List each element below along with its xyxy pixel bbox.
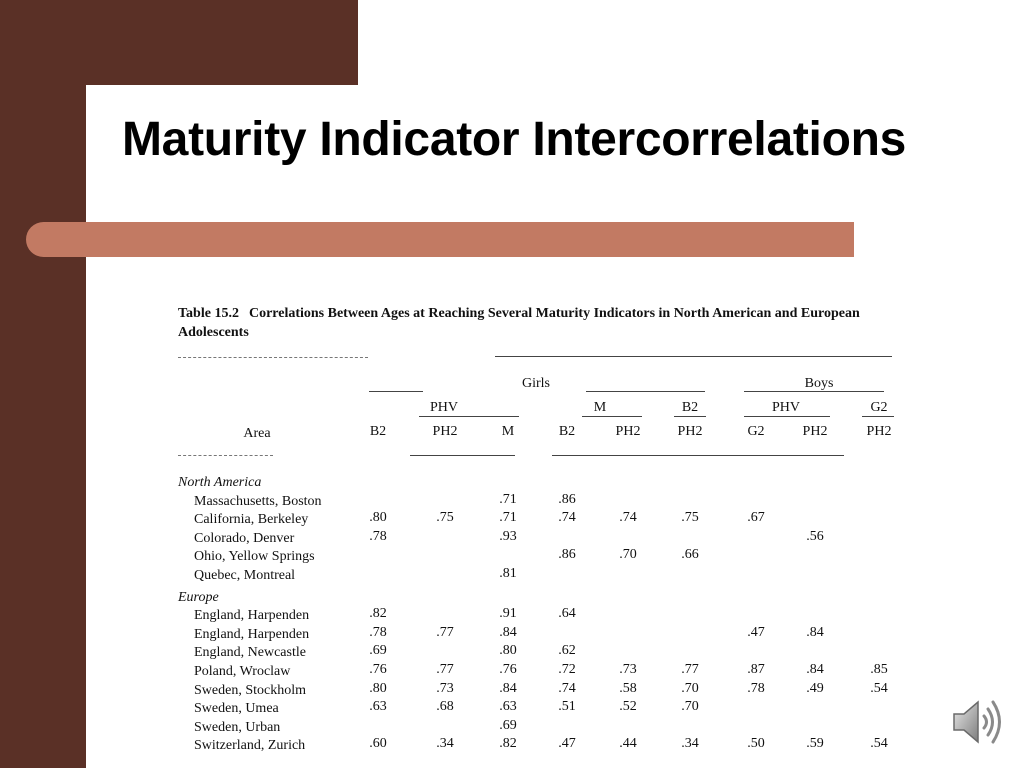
table-cell: .69 [499,717,517,733]
row-area: England, Harpenden [194,608,310,624]
table-cell: .91 [499,606,517,622]
header-girls-phv: PHV [429,400,459,415]
row-area: Switzerland, Zurich [194,738,306,754]
column-header: PH2 [432,424,458,439]
row-area: Sweden, Urban [194,719,281,735]
section-header: North America [178,475,262,490]
table-cell: .78 [369,528,387,544]
boys-phv-rule [744,416,830,417]
table-cell: .50 [747,736,765,752]
table-cell: .84 [499,624,517,640]
table-cell: .62 [558,643,576,659]
column-header-area: Area [243,426,271,441]
table-cell: .68 [436,699,454,715]
header-girls-m: M [593,400,607,415]
table-cell: .74 [558,680,576,696]
table-cell: .86 [558,491,576,507]
girls-m-rule [582,416,642,417]
table-cell: .66 [681,547,699,563]
slide-title: Maturity Indicator Intercorrelations [122,113,907,166]
table-cell: .82 [499,736,517,752]
table-cell: .75 [436,510,454,526]
table-top-rule-right [495,356,892,357]
table-cell: .47 [558,736,576,752]
section-header: Europe [178,589,219,605]
table-cell: .84 [499,680,517,696]
table-cell: .78 [369,624,387,640]
row-area: Quebec, Montreal [194,568,296,583]
table-top-rule-left [178,357,368,358]
table-cell: .47 [747,624,765,640]
header-girls-b2: B2 [681,400,699,415]
table-cell: .44 [619,736,637,752]
table-cell: .77 [436,624,454,640]
table-cell: .63 [499,699,517,715]
row-area: England, Harpenden [194,626,310,642]
table-cell: .69 [369,643,387,659]
table-cell: .80 [369,510,387,526]
table-cell: .54 [870,736,888,752]
table-cell: .73 [619,662,637,677]
header-boys: Boys [804,376,834,391]
table-cell: .63 [369,699,387,715]
table-cell: .67 [747,510,765,526]
row-area: England, Newcastle [194,645,306,661]
table-cell: .59 [806,736,824,752]
column-header: PH2 [615,424,641,439]
table-cell: .71 [499,510,517,526]
header-girls: Girls [522,376,550,391]
row-area: California, Berkeley [194,512,309,528]
table-cell: .74 [558,510,576,526]
table-cell: .70 [619,547,637,563]
background-brown-left [0,0,86,768]
table-cell: .58 [619,680,637,696]
table-cell: .84 [806,662,824,677]
row-area: Poland, Wroclaw [194,664,291,679]
header-bottom-rule-3 [552,455,844,456]
table-cell: .34 [681,736,699,752]
header-boys-g2: G2 [870,400,888,415]
table-cell: .81 [499,566,517,581]
boys-g2-rule [862,416,894,417]
table-cell: .78 [747,680,765,696]
accent-bar [26,222,854,257]
table-cell: .84 [806,624,824,640]
column-header: PH2 [677,424,703,439]
table-cell: .87 [747,662,765,677]
table-cell: .76 [369,662,387,677]
table-cell: .86 [558,547,576,563]
column-header: B2 [558,424,576,439]
table-cell: .74 [619,510,637,526]
table-cell: .73 [436,680,454,696]
row-area: Sweden, Stockholm [194,682,306,698]
table-cell: .52 [619,699,637,715]
girls-rule-left [369,391,423,392]
girls-phv-rule [419,416,519,417]
table-cell: .64 [558,606,576,622]
table-caption [178,304,878,342]
table-cell: .60 [369,736,387,752]
column-header: G2 [747,424,765,439]
table-cell: .82 [369,606,387,622]
column-header: M [501,424,515,439]
column-header: PH2 [802,424,828,439]
table-cell: .77 [436,662,454,677]
column-header: PH2 [866,424,892,439]
table-label: Table 15.2 [178,306,239,321]
table-cell: .80 [499,643,517,659]
table-cell: .70 [681,699,699,715]
speaker-icon[interactable] [950,696,1008,748]
table-cell: .56 [806,528,824,544]
table-cell: .85 [870,662,888,677]
table-cell: .54 [870,680,888,696]
table-cell: .80 [369,680,387,696]
table-cell: .49 [806,680,824,696]
table-cell: .75 [681,510,699,526]
table-cell: .76 [499,662,517,677]
column-header: B2 [369,424,387,439]
header-bottom-rule-1 [178,455,273,456]
girls-rule-right [586,391,705,392]
row-area: Colorado, Denver [194,530,295,546]
table-cell: .77 [681,662,699,677]
row-area: Ohio, Yellow Springs [194,549,315,565]
girls-b2-rule [674,416,706,417]
table-cell: .51 [558,699,576,715]
header-boys-phv: PHV [771,400,801,415]
table-cell: .70 [681,680,699,696]
table-cell: .34 [436,736,454,752]
table-cell: .72 [558,662,576,677]
header-bottom-rule-2 [410,455,515,456]
row-area: Massachusetts, Boston [194,493,322,509]
row-area: Sweden, Umea [194,701,279,717]
table-cell: .93 [499,528,517,544]
table-cell: .71 [499,491,517,507]
table-caption-text: Correlations Between Ages at Reaching Several Maturity Indicators in North American and European Adolescents [178,306,860,340]
